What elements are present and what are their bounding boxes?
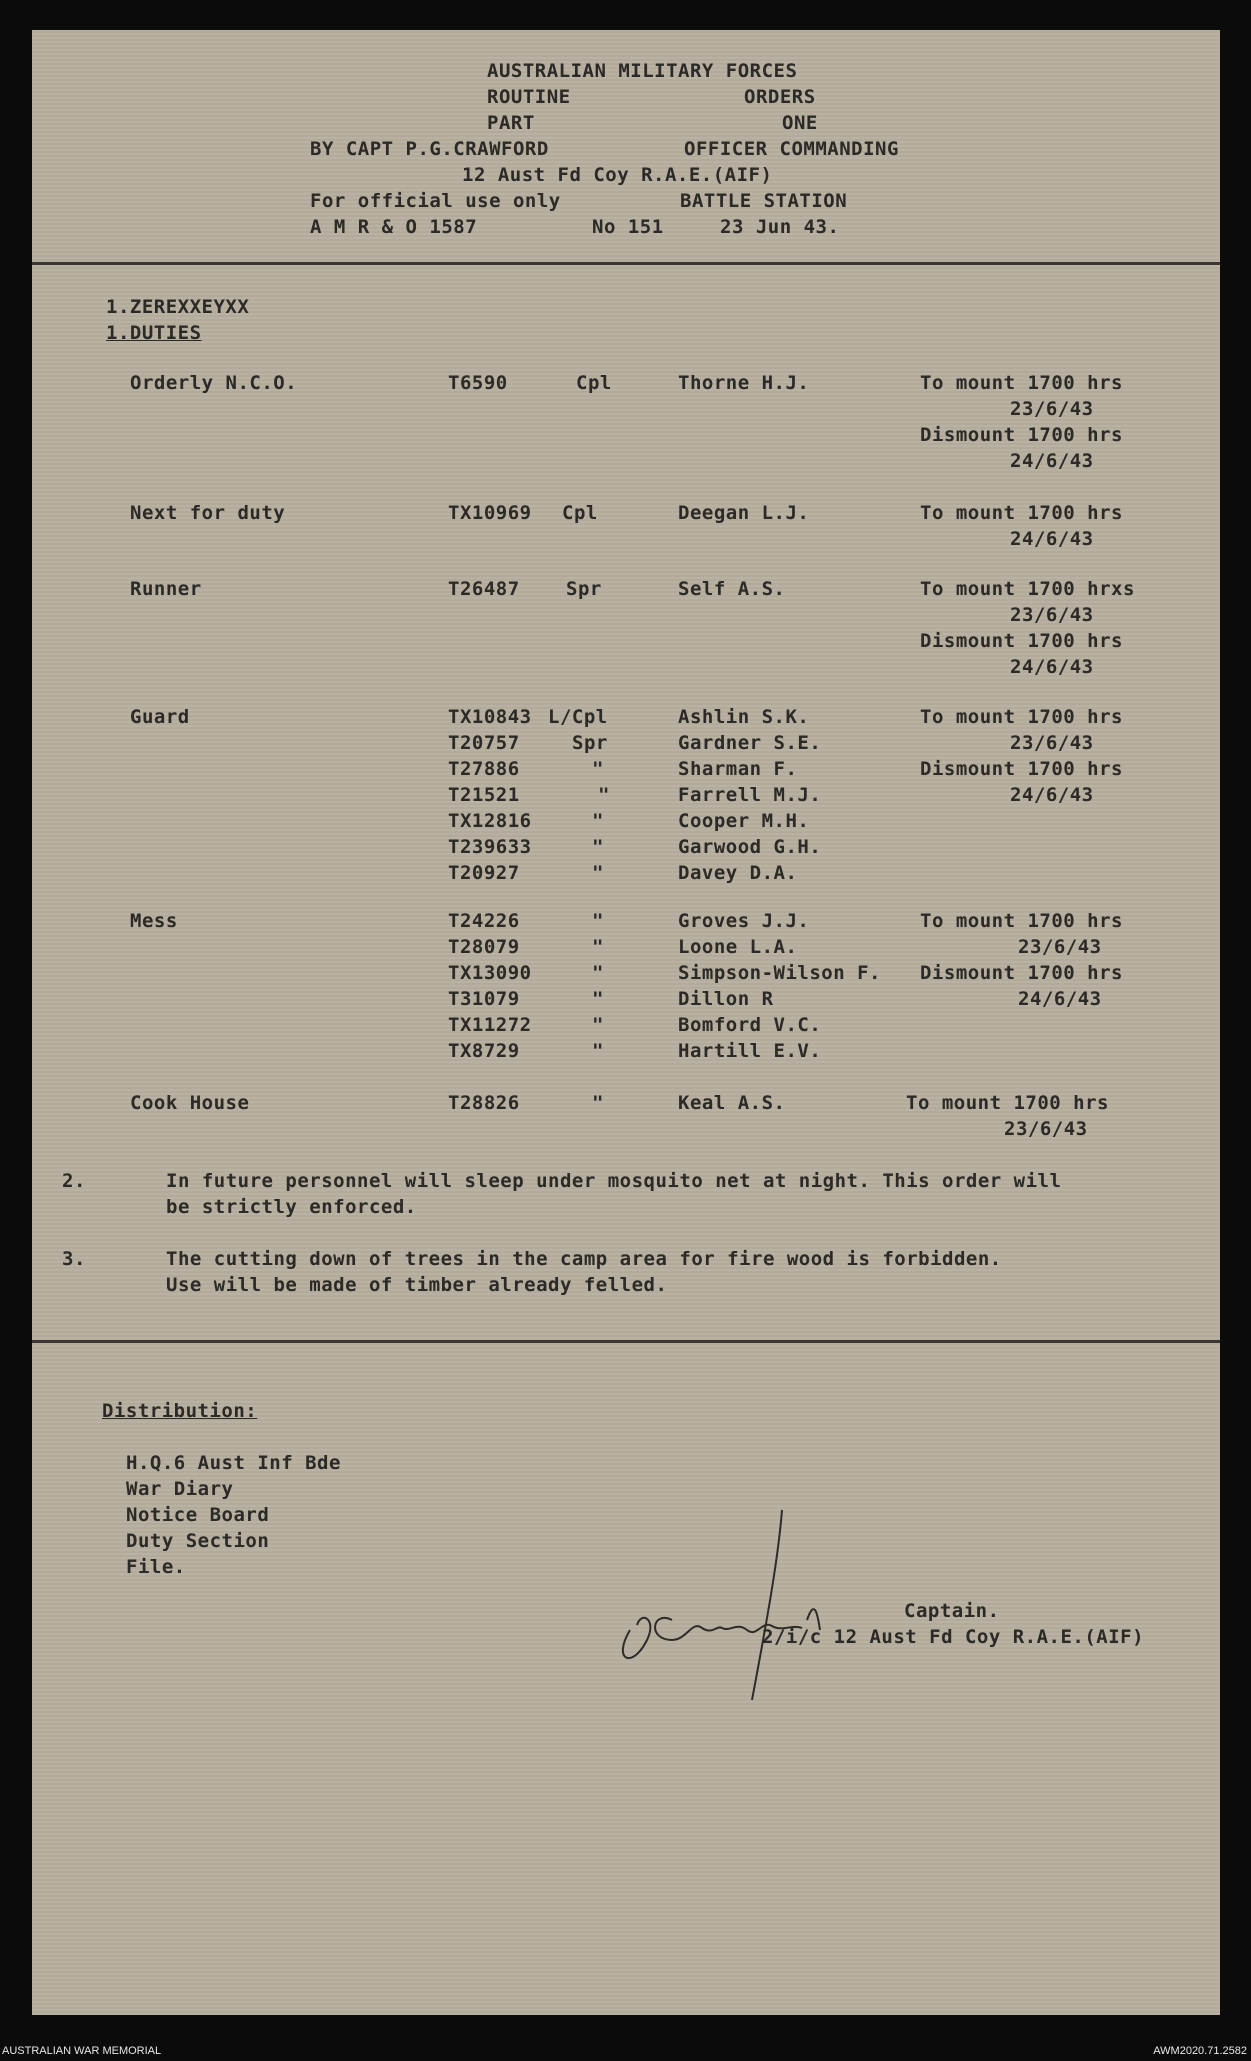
soldier-name: Cooper M.H. (678, 810, 810, 832)
soldier-name: Bomford V.C. (678, 1014, 822, 1036)
duty-time: 23/6/43 (1004, 1118, 1088, 1140)
duty-label: Runner (130, 578, 202, 600)
rank: " (592, 810, 604, 832)
header-routine: ROUTINE (487, 86, 571, 108)
para3-number: 3. (62, 1248, 86, 1270)
rank: " (592, 1092, 604, 1114)
header-orders: ORDERS (744, 86, 816, 108)
soldier-name: Dillon R (678, 988, 774, 1010)
service-number: T31079 (448, 988, 520, 1010)
duty-time: Dismount 1700 hrs (920, 962, 1123, 984)
signatory-rank: Captain. (904, 1600, 1000, 1622)
para3-line2: Use will be made of timber already felled. (166, 1274, 668, 1296)
duty-label: Orderly N.C.O. (130, 372, 298, 394)
header-amr: A M R & O 1587 (310, 216, 478, 238)
duty-time: 24/6/43 (1010, 784, 1094, 806)
duty-time: 24/6/43 (1010, 656, 1094, 678)
service-number: TX10843 (448, 706, 532, 728)
duty-time: To mount 1700 hrs (920, 910, 1123, 932)
duty-time: Dismount 1700 hrs (920, 758, 1123, 780)
rank: Cpl (576, 372, 612, 394)
para3-line1: The cutting down of trees in the camp area for fire wood is forbidden. (166, 1248, 1002, 1270)
header-part: PART (487, 112, 535, 134)
header-by: BY CAPT P.G.CRAWFORD (310, 138, 549, 160)
para2-line1: In future personnel will sleep under mosquito net at night. This order will (166, 1170, 1062, 1192)
distribution-item: Notice Board (126, 1504, 270, 1526)
soldier-name: Hartill E.V. (678, 1040, 822, 1062)
soldier-name: Simpson-Wilson F. (678, 962, 881, 984)
rank: " (592, 836, 604, 858)
service-number: TX13090 (448, 962, 532, 984)
service-number: T26487 (448, 578, 520, 600)
header-official: For official use only (310, 190, 561, 212)
soldier-name: Loone L.A. (678, 936, 798, 958)
duty-label: Next for duty (130, 502, 286, 524)
duty-time: Dismount 1700 hrs (920, 630, 1123, 652)
rank: " (592, 862, 604, 884)
distribution-title: Distribution: (102, 1400, 258, 1422)
service-number: TX11272 (448, 1014, 532, 1036)
rank: " (592, 936, 604, 958)
para2-number: 2. (62, 1170, 86, 1192)
rank: " (598, 784, 610, 806)
service-number: T28079 (448, 936, 520, 958)
duty-time: To mount 1700 hrs (906, 1092, 1109, 1114)
body-divider (32, 1340, 1220, 1343)
soldier-name: Garwood G.H. (678, 836, 822, 858)
duty-time: To mount 1700 hrs (920, 502, 1123, 524)
header-number: No 151 (592, 216, 664, 238)
header-unit: 12 Aust Fd Coy R.A.E.(AIF) (462, 164, 773, 186)
rank: Spr (566, 578, 602, 600)
section-duties-title: 1.DUTIES (106, 322, 202, 344)
duty-time: 24/6/43 (1018, 988, 1102, 1010)
soldier-name: Gardner S.E. (678, 732, 822, 754)
rank: " (592, 962, 604, 984)
section-struck: 1.ZEREXXEYXX (106, 296, 250, 318)
duty-time: Dismount 1700 hrs (920, 424, 1123, 446)
duty-time: 24/6/43 (1010, 528, 1094, 550)
rank: " (592, 988, 604, 1010)
soldier-name: Keal A.S. (678, 1092, 786, 1114)
duty-label: Guard (130, 706, 190, 728)
rank: " (592, 758, 604, 780)
duty-label: Mess (130, 910, 178, 932)
duty-time: 24/6/43 (1010, 450, 1094, 472)
rank: " (592, 1040, 604, 1062)
service-number: T27886 (448, 758, 520, 780)
footer-accession: AWM2020.71.2582 (1153, 2045, 1247, 2057)
soldier-name: Ashlin S.K. (678, 706, 810, 728)
service-number: T239633 (448, 836, 532, 858)
rank: L/Cpl (548, 706, 608, 728)
rank: Cpl (562, 502, 598, 524)
footer-source: AUSTRALIAN WAR MEMORIAL (2, 2045, 162, 2057)
soldier-name: Farrell M.J. (678, 784, 822, 806)
duty-time: 23/6/43 (1010, 732, 1094, 754)
duty-time: To mount 1700 hrxs (920, 578, 1135, 600)
soldier-name: Groves J.J. (678, 910, 810, 932)
document-page (32, 30, 1220, 2015)
service-number: T24226 (448, 910, 520, 932)
distribution-item: Duty Section (126, 1530, 270, 1552)
soldier-name: Self A.S. (678, 578, 786, 600)
header-one: ONE (782, 112, 818, 134)
service-number: TX10969 (448, 502, 532, 524)
service-number: TX12816 (448, 810, 532, 832)
soldier-name: Deegan L.J. (678, 502, 810, 524)
service-number: T28826 (448, 1092, 520, 1114)
soldier-name: Davey D.A. (678, 862, 798, 884)
rank: " (592, 1014, 604, 1036)
duty-time: 23/6/43 (1018, 936, 1102, 958)
soldier-name: Thorne H.J. (678, 372, 810, 394)
distribution-item: War Diary (126, 1478, 234, 1500)
duty-time: To mount 1700 hrs (920, 706, 1123, 728)
service-number: T6590 (448, 372, 508, 394)
service-number: T21521 (448, 784, 520, 806)
rank: Spr (572, 732, 608, 754)
duty-time: 23/6/43 (1010, 604, 1094, 626)
service-number: TX8729 (448, 1040, 520, 1062)
service-number: T20927 (448, 862, 520, 884)
header-forces: AUSTRALIAN MILITARY FORCES (487, 60, 798, 82)
handwritten-signature (602, 1500, 922, 1720)
para2-line2: be strictly enforced. (166, 1196, 417, 1218)
signatory-unit: 2/i/c 12 Aust Fd Coy R.A.E.(AIF) (762, 1626, 1145, 1648)
header-station: BATTLE STATION (680, 190, 848, 212)
rank: " (592, 910, 604, 932)
distribution-item: File. (126, 1556, 186, 1578)
header-divider (32, 262, 1220, 265)
header-date: 23 Jun 43. (720, 216, 840, 238)
distribution-item: H.Q.6 Aust Inf Bde (126, 1452, 341, 1474)
duty-label: Cook House (130, 1092, 250, 1114)
header-officer: OFFICER COMMANDING (684, 138, 899, 160)
service-number: T20757 (448, 732, 520, 754)
duty-time: To mount 1700 hrs (920, 372, 1123, 394)
soldier-name: Sharman F. (678, 758, 798, 780)
duty-time: 23/6/43 (1010, 398, 1094, 420)
